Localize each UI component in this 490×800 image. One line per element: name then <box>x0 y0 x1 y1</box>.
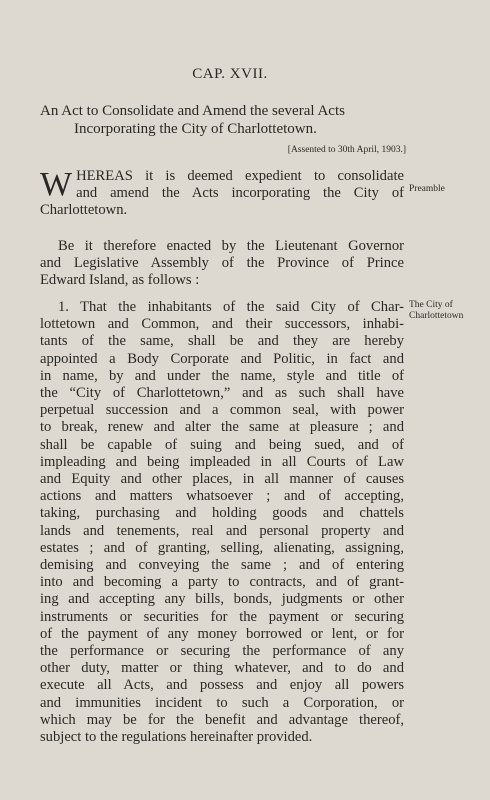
act-title <box>40 102 420 138</box>
margin-note-city-line-1: The City of <box>409 300 453 310</box>
section-1-line: and Equity and other places, in all manner of causes <box>40 471 404 488</box>
section-1-line: demising and conveying the same ; and of entering <box>40 557 404 574</box>
section-1-line: lottetown and Common, and their successors, inhabi- <box>40 316 404 333</box>
section-1-line: into and becoming a party to contracts, and of grant- <box>40 574 404 591</box>
section-1-line: 1. That the inhabitants of the said City of Char- <box>58 299 404 315</box>
section-1-line: actions and matters whatsoever ; and of accepting, <box>40 488 404 505</box>
section-1-line: other duty, matter or thing whatever, and to do and <box>40 660 404 677</box>
section-1-line: the “City of Charlottetown,” and as such shall have <box>40 385 404 402</box>
section-1-line: the performance or securing the performance of any <box>40 643 404 660</box>
margin-note-preamble: Preamble <box>409 184 445 194</box>
enacting-line: and Legislative Assembly of the Province of Prince <box>40 255 404 272</box>
section-1-line: of the payment of any money borrowed or lent, or for <box>40 625 404 642</box>
section-1-line: estates ; and of granting, selling, alienating, assigning, <box>40 539 404 556</box>
margin-note-city <box>409 300 463 322</box>
section-1-line: impleading and being impleaded in all Courts of Law <box>40 453 404 470</box>
section-1-line: execute all Acts, and possess and enjoy all powers <box>40 677 404 694</box>
section-1-line: which may be for the benefit and advantage thereof, <box>40 711 404 728</box>
section-1-line: shall be capable of suing and being sued, and of <box>40 436 404 453</box>
section-1-line: ing and accepting any bills, bonds, judgments or other <box>40 591 404 608</box>
section-1-line: and immunities incident to such a Corporation, or <box>40 694 404 711</box>
act-title-line-1: An Act to Consolidate and Amend the several Acts <box>40 103 345 119</box>
margin-note-city-line-2: Charlottetown <box>409 311 464 321</box>
section-1-paragraph <box>40 299 404 746</box>
preamble-paragraph <box>40 168 404 220</box>
enacting-clause <box>40 238 404 290</box>
section-1-line: to break, renew and alter the same at pleasure ; and <box>40 419 404 436</box>
preamble-line: and amend the Acts incorporating the City of <box>76 185 404 202</box>
section-1-line: subject to the regulations hereinafter provided. <box>40 729 313 746</box>
chapter-heading: CAP. XVII. <box>192 66 268 82</box>
section-1-line: perpetual succession and a common seal, with power <box>40 402 404 419</box>
section-1-line: taking, purchasing and holding goods and chattels <box>40 505 404 522</box>
preamble-line: HEREAS it is deemed expedient to consolidate <box>76 168 404 184</box>
section-1-line: tants of the same, shall be and they are hereby <box>40 333 404 350</box>
act-title-line-2: Incorporating the City of Charlottetown. <box>74 121 317 137</box>
assent-date: [Assented to 30th April, 1903.] <box>287 145 406 155</box>
enacting-line: Edward Island, as follows : <box>40 272 200 289</box>
preamble-line: Charlottetown. <box>40 202 128 219</box>
section-1-line: appointed a Body Corporate and Politic, in fact and <box>40 350 404 367</box>
section-1-line: in name, by and under the name, style and title of <box>40 367 404 384</box>
drop-cap: W <box>40 166 73 203</box>
enacting-line: Be it therefore enacted by the Lieutenant Governor <box>58 238 404 254</box>
section-1-line: lands and tenements, real and personal property and <box>40 522 404 539</box>
section-1-line: instruments or securities for the payment or securing <box>40 608 404 625</box>
